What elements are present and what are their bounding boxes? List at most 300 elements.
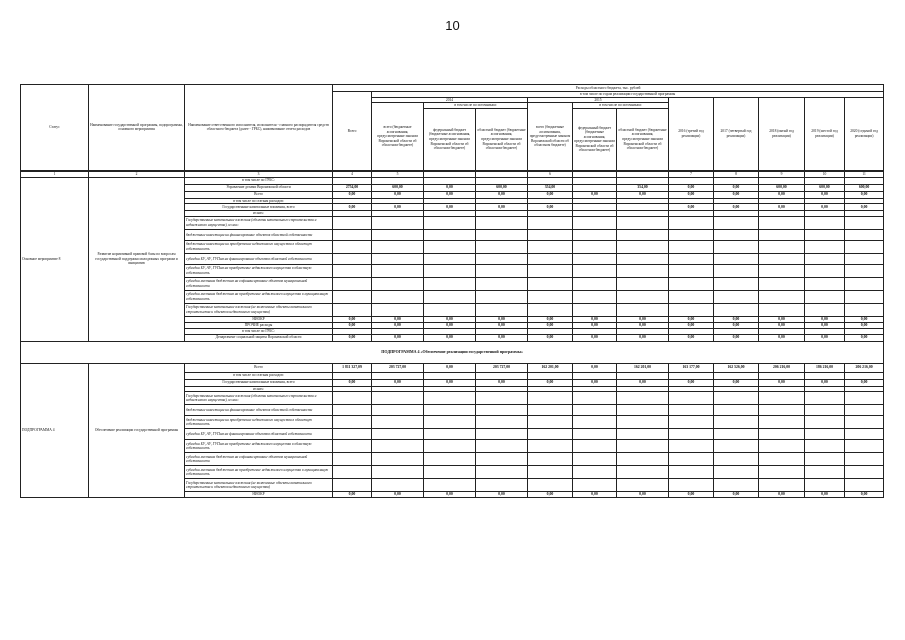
expenses-title: Расходы областного бюджета, тыс. рублей (333, 85, 884, 92)
value-cell (805, 372, 845, 379)
value-cell: 0,00 (714, 322, 759, 328)
value-cell: 0,00 (476, 204, 528, 211)
value-cell (372, 240, 424, 253)
value-cell (759, 392, 805, 405)
value-cell (669, 290, 714, 303)
value-cell (528, 290, 573, 303)
value-cell (573, 429, 617, 440)
value-cell (669, 479, 714, 492)
value-cell (714, 440, 759, 453)
value-cell (759, 303, 805, 316)
value-cell (573, 264, 617, 277)
value-cell: 0,00 (372, 191, 424, 198)
value-cell: 0,00 (476, 492, 528, 498)
row-label: Государственные капитальные вложения (объекты капитального строительства и недвижимого имущества), из них: (185, 216, 333, 229)
value-cell (845, 405, 884, 416)
value-cell: 0,00 (424, 379, 476, 386)
row-label: субсидии БУ, АУ, ГУПам на финансирование объектов областной собственности (185, 253, 333, 264)
value-cell (573, 240, 617, 253)
value-cell (805, 240, 845, 253)
value-cell (424, 429, 476, 440)
row-label: НИОКР (185, 316, 333, 322)
value-cell: 0,00 (333, 379, 372, 386)
value-cell: 0,00 (528, 322, 573, 328)
value-cell (476, 253, 528, 264)
value-cell (617, 372, 669, 379)
column-number: 11 (845, 171, 884, 177)
value-cell: 0,00 (424, 322, 476, 328)
value-cell (528, 453, 573, 466)
program-name-cell: Обеспечение реализации государственной программы (89, 363, 185, 498)
value-cell (573, 372, 617, 379)
value-cell (845, 303, 884, 316)
value-cell: 0,00 (372, 204, 424, 211)
value-cell: 0,00 (372, 316, 424, 322)
value-cell (845, 372, 884, 379)
value-cell: 0,00 (714, 334, 759, 341)
value-cell (528, 405, 573, 416)
value-cell (805, 229, 845, 240)
value-cell (573, 177, 617, 184)
value-cell (573, 440, 617, 453)
value-cell (669, 440, 714, 453)
value-cell: 0,00 (333, 316, 372, 322)
value-cell: 0,00 (372, 334, 424, 341)
value-cell (476, 479, 528, 492)
column-number: 9 (759, 171, 805, 177)
value-cell: 0,00 (669, 184, 714, 191)
value-cell (617, 204, 669, 211)
col-program-name: Наименование государственной программы, подпрограммы, основного мероприятия (89, 85, 185, 171)
row-label: в том числе по статьям расходов: (185, 372, 333, 379)
value-cell (759, 429, 805, 440)
value-cell (759, 216, 805, 229)
value-cell: 0,00 (805, 316, 845, 322)
value-cell (759, 177, 805, 184)
value-cell: 0,00 (528, 316, 573, 322)
value-cell: 0,00 (845, 379, 884, 386)
value-cell (617, 429, 669, 440)
value-cell (573, 290, 617, 303)
value-cell (617, 216, 669, 229)
row-label: Государственные капитальные вложения, всего (185, 379, 333, 386)
value-cell: 0,00 (617, 379, 669, 386)
value-cell (759, 479, 805, 492)
column-number: 10 (805, 171, 845, 177)
reg-2014: областной бюджет (бюджетные ассигнования, предусмотренные законом Воронежской области об областном бюджете) (476, 108, 528, 170)
value-cell: 600,00 (845, 184, 884, 191)
row-label: субсидии БУ, АУ, ГУПам на приобретение недвижимого имущества в областную собственность (185, 440, 333, 453)
value-cell (805, 290, 845, 303)
column-number: 2 (89, 171, 185, 177)
value-cell (759, 290, 805, 303)
value-cell: 0,00 (424, 363, 476, 372)
value-cell: 0,00 (845, 492, 884, 498)
value-cell: 0,00 (669, 204, 714, 211)
value-cell (424, 264, 476, 277)
year-2017: 2017 (четвертый год реализации) (714, 97, 759, 170)
value-cell: 0,00 (669, 334, 714, 341)
value-cell: 0,00 (573, 492, 617, 498)
column-number: 1 (21, 171, 89, 177)
total-2014: всего (бюджетные ассигнования, предусмотренные законом Воронежской области об областном бюджете) (372, 103, 424, 171)
row-label: Департамент социальной защиты Воронежской области (185, 334, 333, 341)
value-cell (759, 466, 805, 479)
row-label: Государственные капитальные вложения (объекты капитального строительства и недвижимого имущества), из них: (185, 392, 333, 405)
value-cell: 600,00 (759, 184, 805, 191)
row-label: субсидии местным бюджетам на приобретение недвижимого имущества в муниципальную собственность (185, 290, 333, 303)
value-cell: 0,00 (669, 316, 714, 322)
value-cell (669, 253, 714, 264)
row-label: Государственные капитальные вложения, всего (185, 204, 333, 211)
value-cell (333, 303, 372, 316)
value-cell (573, 216, 617, 229)
row-label: субсидии местным бюджетам на софинансирование объектов муниципальной собственности (185, 277, 333, 290)
value-cell (759, 240, 805, 253)
value-cell (372, 277, 424, 290)
value-cell (476, 240, 528, 253)
value-cell: 0,00 (424, 492, 476, 498)
value-cell (573, 277, 617, 290)
table-row (21, 177, 884, 184)
value-cell (669, 405, 714, 416)
value-cell: 0,00 (573, 334, 617, 341)
value-cell (424, 466, 476, 479)
value-cell (669, 264, 714, 277)
value-cell (333, 264, 372, 277)
value-cell (372, 429, 424, 440)
value-cell (528, 264, 573, 277)
value-cell (528, 479, 573, 492)
section-row (21, 341, 884, 363)
row-label: бюджетные инвестиции на приобретение недвижимого имущества в областную собственность (185, 416, 333, 429)
value-cell: 354,00 (617, 184, 669, 191)
value-cell: 0,00 (424, 184, 476, 191)
value-cell (424, 177, 476, 184)
value-cell (759, 372, 805, 379)
value-cell: 0,00 (845, 316, 884, 322)
value-cell (476, 405, 528, 416)
value-cell: 0,00 (669, 379, 714, 386)
value-cell (372, 372, 424, 379)
year-2014: 2014 (372, 97, 528, 103)
value-cell: 0,00 (573, 191, 617, 198)
value-cell (714, 416, 759, 429)
value-cell (617, 453, 669, 466)
value-cell (528, 253, 573, 264)
value-cell: 0,00 (714, 204, 759, 211)
value-cell (424, 392, 476, 405)
row-label: Всего (185, 191, 333, 198)
value-cell (424, 440, 476, 453)
value-cell (669, 416, 714, 429)
table-row (21, 363, 884, 372)
value-cell (573, 184, 617, 191)
value-cell: 163 177,00 (669, 363, 714, 372)
value-cell (333, 466, 372, 479)
value-cell (424, 479, 476, 492)
row-label: субсидии БУ, АУ, ГУПам на приобретение недвижимого имущества в областную собственность (185, 264, 333, 277)
value-cell (333, 453, 372, 466)
value-cell: 186 216,00 (805, 363, 845, 372)
value-cell: 203 727,00 (372, 363, 424, 372)
value-cell (845, 392, 884, 405)
value-cell: 0,00 (333, 492, 372, 498)
value-cell: 0,00 (714, 316, 759, 322)
row-label: в том числе по ГРБС: (185, 177, 333, 184)
value-cell: 0,00 (333, 322, 372, 328)
value-cell (424, 416, 476, 429)
value-cell: 0,00 (759, 379, 805, 386)
value-cell: 0,00 (528, 334, 573, 341)
value-cell: 206 216,00 (845, 363, 884, 372)
total-2015: всего (бюджетные ассигнования, предусмотренные законом Воронежской области об областном бюджете) (528, 103, 573, 171)
value-cell (372, 392, 424, 405)
value-cell (424, 405, 476, 416)
status-cell: ПОДПРОГРАММА 4 (21, 363, 89, 498)
reg-2015: областной бюджет (бюджетные ассигнования, предусмотренные законом Воронежской области об областном бюджете) (617, 108, 669, 170)
value-cell (476, 177, 528, 184)
value-cell (372, 440, 424, 453)
value-cell (714, 405, 759, 416)
row-label: в том числе по ГРБС: (185, 328, 333, 334)
value-cell (805, 429, 845, 440)
value-cell: 206 216,00 (759, 363, 805, 372)
by-years: в том числе по годам реализации государственной программы (372, 92, 884, 98)
value-cell: 0,00 (573, 316, 617, 322)
value-cell (424, 216, 476, 229)
value-cell (714, 453, 759, 466)
value-cell: 0,00 (573, 322, 617, 328)
column-number: 5 (372, 171, 424, 177)
value-cell (424, 229, 476, 240)
value-cell (333, 240, 372, 253)
value-cell (714, 290, 759, 303)
value-cell: 0,00 (333, 204, 372, 211)
value-cell (573, 453, 617, 466)
value-cell: 1 811 327,09 (333, 363, 372, 372)
value-cell (424, 372, 476, 379)
value-cell: 0,00 (805, 379, 845, 386)
value-cell (714, 372, 759, 379)
value-cell (372, 290, 424, 303)
row-label: Управление делами Воронежской области (185, 184, 333, 191)
budget-table (20, 84, 884, 498)
value-cell (573, 253, 617, 264)
value-cell (617, 466, 669, 479)
value-cell (759, 416, 805, 429)
value-cell (617, 290, 669, 303)
value-cell: 0,00 (759, 191, 805, 198)
value-cell (805, 177, 845, 184)
value-cell: 0,00 (805, 492, 845, 498)
row-label: Государственные капитальные вложения (не включенные объекты капитального строительства и объектов недвижимого имущества) (185, 479, 333, 492)
value-cell (573, 466, 617, 479)
value-cell: 0,00 (845, 204, 884, 211)
value-cell (476, 372, 528, 379)
value-cell (669, 372, 714, 379)
value-cell (805, 277, 845, 290)
value-cell (476, 264, 528, 277)
value-cell: 0,00 (476, 334, 528, 341)
value-cell (714, 177, 759, 184)
value-cell: 0,00 (714, 184, 759, 191)
row-label: субсидии местным бюджетам на приобретение недвижимого имущества в муниципальную собственность (185, 466, 333, 479)
value-cell: 0,00 (476, 322, 528, 328)
value-cell (528, 216, 573, 229)
row-label: из них: (185, 386, 333, 392)
value-cell (333, 372, 372, 379)
value-cell: 0,00 (573, 363, 617, 372)
value-cell (372, 216, 424, 229)
value-cell: 0,00 (476, 191, 528, 198)
value-cell: 0,00 (805, 191, 845, 198)
value-cell (845, 229, 884, 240)
value-cell (759, 453, 805, 466)
value-cell (805, 392, 845, 405)
value-cell: 0,00 (372, 492, 424, 498)
value-cell: 0,00 (424, 191, 476, 198)
value-cell (333, 392, 372, 405)
value-cell (714, 466, 759, 479)
page-number: 10 (445, 18, 460, 33)
value-cell (845, 253, 884, 264)
row-label: бюджетные инвестиции на приобретение недвижимого имущества в областную собственность (185, 240, 333, 253)
value-cell (759, 229, 805, 240)
value-cell (476, 392, 528, 405)
value-cell (845, 277, 884, 290)
value-cell (333, 177, 372, 184)
value-cell: 0,00 (845, 334, 884, 341)
row-label: субсидии местным бюджетам на софинансирование объектов муниципальной собственности (185, 453, 333, 466)
value-cell (424, 453, 476, 466)
value-cell (372, 479, 424, 492)
value-cell (573, 229, 617, 240)
value-cell (669, 429, 714, 440)
value-cell: 0,00 (476, 379, 528, 386)
value-cell (617, 303, 669, 316)
value-cell (714, 479, 759, 492)
value-cell (528, 416, 573, 429)
value-cell (714, 429, 759, 440)
value-cell (759, 440, 805, 453)
value-cell (372, 253, 424, 264)
value-cell (476, 229, 528, 240)
value-cell (845, 429, 884, 440)
value-cell (617, 440, 669, 453)
value-cell (424, 253, 476, 264)
value-cell: 0,00 (617, 492, 669, 498)
value-cell (805, 440, 845, 453)
value-cell: 0,00 (669, 191, 714, 198)
value-cell (617, 253, 669, 264)
value-cell (845, 416, 884, 429)
value-cell: 0,00 (333, 191, 372, 198)
value-cell (714, 216, 759, 229)
value-cell: 354,00 (528, 184, 573, 191)
value-cell: 0,00 (573, 379, 617, 386)
row-label: НИОКР (185, 492, 333, 498)
value-cell (845, 264, 884, 277)
value-cell: 0,00 (759, 204, 805, 211)
value-cell: 0,00 (714, 379, 759, 386)
value-cell (333, 290, 372, 303)
value-cell (528, 429, 573, 440)
value-cell (476, 216, 528, 229)
value-cell (845, 177, 884, 184)
value-cell: 0,00 (845, 191, 884, 198)
incl-2015: в том числе по источникам: (573, 103, 669, 109)
value-cell (714, 229, 759, 240)
value-cell (669, 240, 714, 253)
value-cell: 0,00 (805, 334, 845, 341)
value-cell: 162 201,00 (528, 363, 573, 372)
value-cell: 0,00 (759, 334, 805, 341)
value-cell (845, 466, 884, 479)
value-cell (845, 216, 884, 229)
value-cell (372, 466, 424, 479)
value-cell: 203 727,00 (476, 363, 528, 372)
value-cell (476, 440, 528, 453)
value-cell (372, 229, 424, 240)
incl-2014: в том числе по источникам: (424, 103, 528, 109)
value-cell: 0,00 (528, 191, 573, 198)
value-cell (714, 240, 759, 253)
value-cell (617, 479, 669, 492)
column-number: 8 (714, 171, 759, 177)
value-cell (669, 177, 714, 184)
value-cell: 0,00 (845, 322, 884, 328)
value-cell: 0,00 (424, 204, 476, 211)
row-label: ПРОЧИЕ расходы (185, 322, 333, 328)
value-cell: 0,00 (759, 316, 805, 322)
value-cell: 0,00 (372, 379, 424, 386)
value-cell (617, 264, 669, 277)
value-cell (573, 303, 617, 316)
value-cell (845, 440, 884, 453)
value-cell (759, 277, 805, 290)
row-label: Всего (185, 363, 333, 372)
value-cell (333, 416, 372, 429)
value-cell: 0,00 (617, 316, 669, 322)
row-label: из них: (185, 211, 333, 217)
column-number: 4 (333, 171, 372, 177)
value-cell (528, 229, 573, 240)
value-cell (333, 479, 372, 492)
row-label: бюджетные инвестиции на финансирование объектов областной собственности (185, 405, 333, 416)
value-cell (573, 392, 617, 405)
value-cell: 0,00 (714, 492, 759, 498)
value-cell (759, 253, 805, 264)
value-cell (476, 416, 528, 429)
value-cell (669, 229, 714, 240)
value-cell: 600,00 (372, 184, 424, 191)
fed-2015: федеральный бюджет (бюджетные ассигнования, предусмотренные законом Воронежской области об областном бюджете) (573, 108, 617, 170)
value-cell: 0,00 (669, 492, 714, 498)
value-cell (528, 240, 573, 253)
value-cell: 0,00 (759, 492, 805, 498)
value-cell (372, 416, 424, 429)
value-cell (424, 303, 476, 316)
row-label: Государственные капитальные вложения (не включенные объекты капитального строительства и объектов недвижимого имущества) (185, 303, 333, 316)
value-cell: 0,00 (714, 191, 759, 198)
value-cell (845, 240, 884, 253)
value-cell (714, 264, 759, 277)
column-number: 3 (185, 171, 333, 177)
value-cell: 0,00 (805, 322, 845, 328)
value-cell: 0,00 (528, 204, 573, 211)
value-cell (528, 277, 573, 290)
